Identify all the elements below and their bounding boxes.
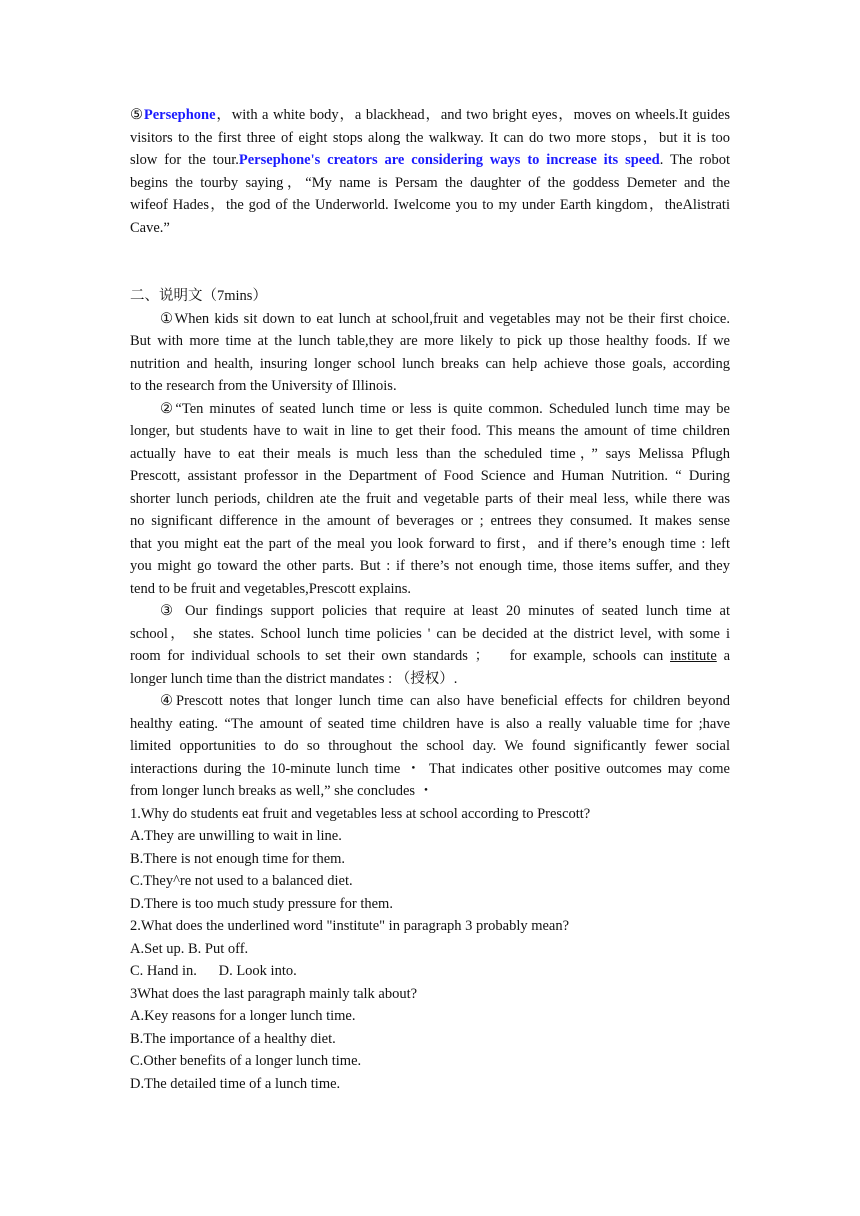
p4-line: healthy eating. “The amount of seated time children have is also a really valuable time for ;have	[130, 715, 730, 732]
p4-line: ④Prescott notes that longer lunch time can also have beneficial effects for children beyond	[160, 693, 730, 709]
p1-line: nutrition and health, insuring longer school lunch breaks can help achieve those goals, according	[130, 355, 730, 372]
p3-line-1: ③ Our findings support policies that require at least 20 minutes of seated lunch time at	[160, 603, 730, 619]
q1-option-b: B.There is not enough time for them.	[130, 850, 346, 867]
p2-line: that you might eat the part of the meal you look forward to first，and if there’s enough time : left	[130, 535, 730, 552]
section2-paragraph-4	[130, 690, 730, 803]
p5-line-4: begins the tourby saying，“My name is Persam the daughter of the goddess Demeter and the	[130, 174, 730, 191]
p5-line-5: wifeof Hades，the god of the Underworld. Iwelcome you to my under Earth kingdom，theAlistrati	[130, 197, 730, 213]
q1-option-d: D.There is too much study pressure for them.	[130, 895, 393, 912]
q1-option-c: C.They^re not used to a balanced diet.	[130, 873, 353, 889]
section-2	[130, 285, 730, 1095]
p4-line: limited opportunities to do so throughout the school day. We found significantly fewer social	[130, 738, 730, 754]
p5-line-3	[130, 149, 730, 172]
questions	[130, 803, 730, 1096]
p5-highlight: Persephone's creators are considering ways to increase its speed	[238, 152, 660, 168]
p1-line: But with more time at the lunch table,they are more likely to pick up those healthy foods. If we	[130, 333, 730, 349]
p3-line-3-pre: room for individual schools to set their own standards ； for example, schools can	[130, 648, 671, 664]
p3-line-3	[130, 645, 730, 668]
q2-options-cd: C. Hand in. D. Look into.	[130, 963, 297, 979]
p2-line: longer, but students have to wait in line to get their food. This means the amount of time children	[130, 423, 730, 439]
p3-line-3-post: a	[716, 648, 730, 664]
q3-option-c: C.Other benefits of a longer lunch time.	[130, 1053, 362, 1069]
section2-paragraph-1	[130, 308, 730, 398]
p5-line-3-pre: slow for the tour.	[130, 152, 239, 168]
p5-name: Persephone	[143, 107, 216, 123]
p1-line: to the research from the University of Illinois.	[130, 378, 397, 394]
p3-line-2: school， she states. School lunch time policies ' can be decided at the district level, with some i	[130, 625, 730, 642]
q1-option-a: A.They are unwilling to wait in line.	[130, 828, 342, 844]
p5-line-6: Cave.”	[130, 219, 170, 236]
p5-line-3-post: . The robot	[659, 152, 731, 168]
p5-number: ⑤	[130, 107, 144, 123]
underlined-word-institute: institute	[670, 648, 717, 664]
p2-line: no significant difference in the amount of beverages or ; entrees they consumed. It makes sense	[130, 513, 730, 529]
section2-paragraph-3	[130, 600, 730, 690]
question-3: 3What does the last paragraph mainly talk about?	[130, 985, 418, 1002]
section2-paragraph-2	[130, 398, 730, 601]
q3-option-a: A.Key reasons for a longer lunch time.	[130, 1008, 356, 1024]
paragraph-5	[130, 104, 730, 239]
question-1: 1.Why do students eat fruit and vegetables less at school according to Prescott?	[130, 805, 591, 822]
p2-line: Prescott, assistant professor in the Department of Food Science and Human Nutrition. “ During	[130, 468, 730, 484]
p5-line-2: visitors to the first three of eight stops along the walkway. It can do two more stops，but it is too	[130, 129, 730, 146]
q2-options-ab: A.Set up. B. Put off.	[130, 940, 249, 957]
p5-line-1	[130, 104, 730, 127]
q3-option-b: B.The importance of a healthy diet.	[130, 1030, 336, 1047]
p5-line-1-text: ，with a white body，a blackhead，and two bright eyes，moves on wheels.It guides	[215, 107, 731, 123]
p2-line: you might go toward the other parts. But : if there’s not enough time, those items suffer, and they	[130, 558, 730, 574]
p2-line: shorter lunch periods, children ate the fruit and vegetable parts of their meal less, while there was	[130, 490, 730, 507]
p2-line: actually have to eat their meals is much less than the scheduled time，” says Melissa Pflugh	[130, 445, 730, 462]
p4-line: from longer lunch breaks as well,” she concludes ・	[130, 783, 434, 799]
p1-line: ①When kids sit down to eat lunch at school,fruit and vegetables may not be their first choice.	[160, 310, 730, 327]
p2-line: tend to be fruit and vegetables,Prescott explains.	[130, 580, 412, 597]
p3-line-4: longer lunch time than the district mandates : （授权）.	[130, 670, 458, 687]
p2-line: ②“Ten minutes of seated lunch time or less is quite common. Scheduled lunch time may be	[160, 400, 730, 417]
question-2: 2.What does the underlined word "institute" in paragraph 3 probably mean?	[130, 918, 570, 934]
q3-option-d: D.The detailed time of a lunch time.	[130, 1075, 341, 1092]
section-heading: 二、说明文（7mins）	[130, 288, 267, 304]
p4-line: interactions during the 10-minute lunch time ・ That indicates other positive outcomes may come	[130, 760, 730, 777]
